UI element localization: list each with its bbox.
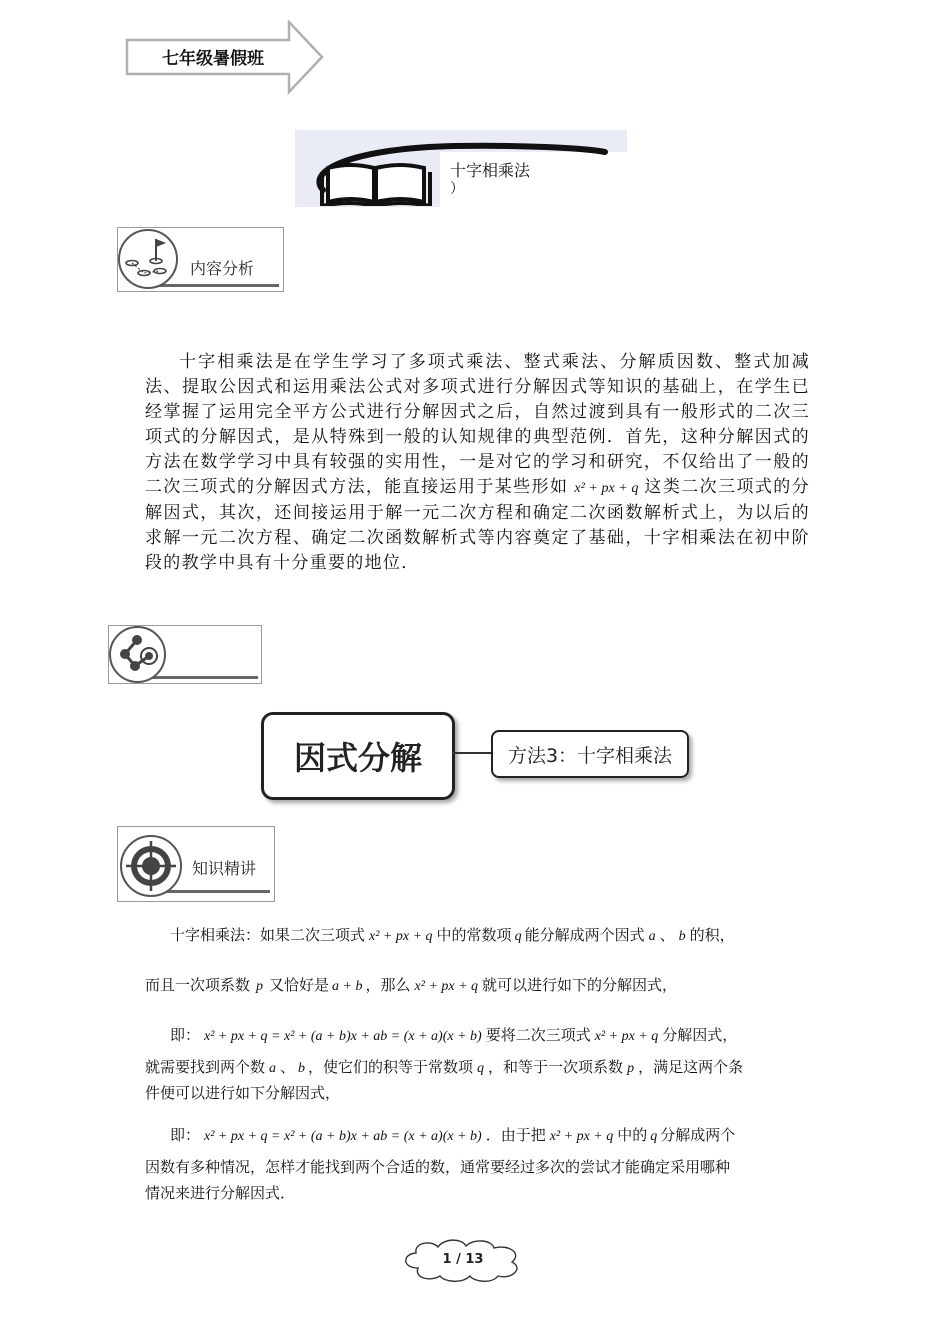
content-analysis-paragraph [145, 350, 810, 576]
knowledge-text: ，和等于一次项系数 [488, 1058, 624, 1076]
math-identity: x² + px + q = x² + (a + b)x + ab = (x + a)(x + b) [204, 1129, 482, 1144]
math-q: q [514, 929, 522, 944]
knowledge-text: 分解成两个 [660, 1126, 736, 1144]
knowledge-text: 要将二次三项式 [485, 1026, 591, 1044]
knowledge-text: 中的常数项 [436, 926, 512, 944]
knowledge-line [145, 974, 815, 995]
math-q: q [650, 1129, 658, 1144]
knowledge-text: 十字相乘法：如果二次三项式 [170, 926, 366, 944]
analysis-text-part2: 这类二次三项式的分解因式，其次，还间接运用于解一元二次方程和确定二次函数解析式上，为以后的求解一元二次方程、确定二次函数解析式等内容奠定了基础，十字相乘法在初中阶段的教学中具有十分重要的地位． [145, 477, 810, 573]
mindmap-branch-node: 方法3：十字相乘法 [491, 730, 689, 778]
knowledge-line [170, 1024, 840, 1045]
mindmap-main-node: 因式分解 [261, 712, 455, 800]
knowledge-text: ，那么 [365, 976, 411, 994]
knowledge-text: 的积， [689, 926, 735, 944]
knowledge-text: 即： [170, 1026, 201, 1044]
math-poly: x² + px + q [574, 481, 639, 496]
analysis-text-part1: 十字相乘法是在学生学习了多项式乘法、整式乘法、分解质因数、整式加减法、提取公因式和运用乘法公式对多项式进行分解因式等知识的基础上，在学生已经掌握了运用完全平方公式进行分解因式之后，自然过渡到具有一般形式的二次三项式的分解因式，是从特殊到一般的认知规律的典型范例．首先，这种分解因式的方法在数学学习中具有较强的实用性，一是对它的学习和研究，不仅给出了一般的二次三项式的分解因式方法，能直接运用于某些形如 [145, 352, 810, 497]
math-a: a [269, 1061, 277, 1076]
knowledge-text: 、 [280, 1058, 296, 1076]
knowledge-text: 分解因式， [662, 1026, 738, 1044]
lesson-title: 十字相乘法 [450, 161, 531, 180]
knowledge-text: 即： [170, 1126, 201, 1144]
math-poly: x² + px + q [594, 1029, 659, 1044]
mindmap-connector [452, 752, 492, 754]
target-icon [122, 837, 180, 895]
knowledge-text: ，使它们的积等于常数项 [308, 1058, 474, 1076]
math-poly: x² + px + q [414, 979, 479, 994]
knowledge-text: 能分解成两个因式 [524, 926, 645, 944]
math-b: b [678, 929, 686, 944]
math-p: p [256, 979, 264, 994]
knowledge-text: 又恰好是 [269, 976, 330, 994]
section-label-analysis: 内容分析 [190, 259, 255, 278]
knowledge-line [170, 924, 840, 945]
network-icon [111, 628, 163, 680]
math-a: a [648, 929, 656, 944]
knowledge-line: 件便可以进行如下分解因式， [145, 1084, 341, 1102]
section-label-knowledge: 知识精讲 [192, 859, 257, 878]
knowledge-text: 就可以进行如下的分解因式， [482, 976, 678, 994]
lesson-title-paren: ） [450, 181, 464, 197]
knowledge-line: 情况来进行分解因式． [145, 1184, 296, 1202]
math-poly: x² + px + q [369, 929, 433, 944]
knowledge-text: 、 [659, 926, 675, 944]
math-p: p [627, 1061, 635, 1076]
math-identity: x² + px + q = x² + (a + b)x + ab = (x + a)(x + b) [204, 1029, 482, 1044]
book-icon [320, 158, 432, 206]
math-a-plus-b: a + b [332, 979, 363, 994]
knowledge-line: 因数有多种情况，怎样才能找到两个合适的数，通常要经过多次的尝试才能确定采用哪种 [145, 1158, 731, 1176]
knowledge-text: 中的 [617, 1126, 648, 1144]
math-poly: x² + px + q [549, 1129, 614, 1144]
math-b: b [298, 1061, 306, 1076]
map-pin-icon [120, 231, 176, 287]
knowledge-text: 就需要找到两个数 [145, 1058, 266, 1076]
knowledge-line [170, 1124, 840, 1145]
page-number: 1 / 13 [442, 1252, 484, 1267]
knowledge-text: 而且一次项系数 [145, 976, 251, 994]
math-q: q [477, 1061, 485, 1076]
knowledge-text: ．由于把 [485, 1126, 546, 1144]
knowledge-text: ，满足这两个条 [638, 1058, 744, 1076]
knowledge-line [145, 1056, 815, 1077]
grade-label: 七年级暑假班 [162, 49, 264, 69]
